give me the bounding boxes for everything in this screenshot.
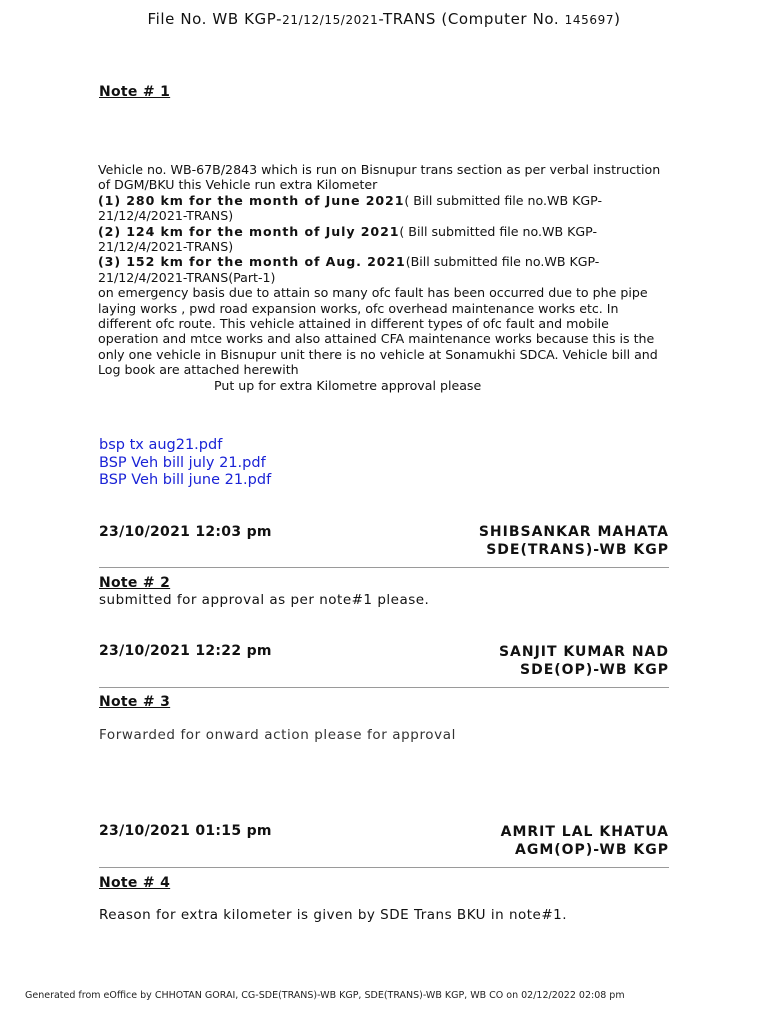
attachment-link[interactable]: BSP Veh bill july 21.pdf (99, 454, 266, 471)
note-2-signature (499, 643, 669, 679)
note-1-item-2-cont: 21/12/4/2021-TRANS) (98, 239, 234, 255)
item-1-bold: (1) 280 km for the month of June 2021 (98, 192, 405, 208)
computer-number: 145697 (564, 13, 615, 27)
note-1-para-line: laying works , pwd road expansion works, ofc overhead maintenance works etc. In (98, 300, 619, 316)
signer-name: SANJIT KUMAR NAD (498, 644, 669, 660)
note-1-item-3 (98, 254, 673, 269)
note-1-signature (479, 523, 669, 559)
note-2-datetime: 23/10/2021 12:22 pm (99, 643, 272, 659)
note-1-line: Vehicle no. WB-67B/2843 which is run on Bisnupur trans section as per verbal instruction (98, 162, 661, 177)
note-1-item-2 (98, 224, 673, 239)
file-close: ) (614, 10, 621, 28)
note-4-text: Reason for extra kilometer is given by SDE Trans BKU in note#1. (99, 907, 568, 923)
note-1-item-1-cont: 21/12/4/2021-TRANS) (98, 208, 234, 224)
signer-designation: SDE(OP)-WB KGP (520, 662, 669, 678)
note-1-body (98, 162, 673, 393)
note-3-text: Forwarded for onward action please for approval (99, 727, 456, 743)
note-1-request: Put up for extra Kilometre approval please (214, 377, 482, 393)
note-3-signature (501, 823, 669, 859)
item-2-bold: (2) 124 km for the month of July 2021 (98, 223, 400, 239)
file-number: 21/12/15/2021 (282, 13, 379, 27)
note-1-para-line: operation and mtce works and also attained CFA maintenance works because this is the (98, 331, 655, 347)
item-1-rest: ( Bill submitted file no.WB KGP- (404, 192, 602, 208)
note-1-item-1 (98, 193, 673, 208)
signer-name: SHIBSANKAR MAHATA (478, 524, 669, 540)
divider (99, 687, 669, 688)
file-prefix: File No. WB KGP- (147, 10, 283, 28)
file-suffix: -TRANS (Computer No. (378, 10, 565, 28)
note-1-para-line: only one vehicle in Bisnupur unit there is no vehicle at Sonamukhi SDCA. Vehicle bill and (98, 346, 658, 362)
signer-name: AMRIT LAL KHATUA (500, 824, 669, 840)
item-3-rest: (Bill submitted file no.WB KGP- (405, 254, 600, 270)
note-2-title: Note # 2 (99, 575, 171, 591)
divider (99, 567, 669, 568)
note-1-para-line: Log book are attached herewith (98, 362, 299, 378)
note-1-item-3-cont: 21/12/4/2021-TRANS(Part-1) (98, 269, 276, 285)
note-1-datetime: 23/10/2021 12:03 pm (99, 524, 272, 540)
file-header (0, 10, 768, 28)
note-3-title: Note # 3 (99, 694, 171, 710)
signer-designation: AGM(OP)-WB KGP (515, 842, 669, 858)
note-4-title: Note # 4 (99, 875, 171, 891)
item-2-rest: ( Bill submitted file no.WB KGP- (399, 223, 597, 239)
note-2-text: submitted for approval as per note#1 please. (99, 592, 430, 608)
signer-designation: SDE(TRANS)-WB KGP (486, 542, 669, 558)
note-1-para-line: on emergency basis due to attain so many ofc fault has been occurred due to phe pipe (98, 285, 648, 301)
note-1-para-line: different ofc route. This vehicle attained in different types of ofc fault and mobile (98, 316, 609, 332)
divider (99, 867, 669, 868)
note-1-line: of DGM/BKU this Vehicle run extra Kilometer (98, 177, 378, 193)
attachments-list (99, 437, 271, 490)
generated-footer: Generated from eOffice by CHHOTAN GORAI, CG-SDE(TRANS)-WB KGP, SDE(TRANS)-WB KGP, WB CO on 02/12/2022 02:08 pm (25, 990, 625, 1001)
note-3-datetime: 23/10/2021 01:15 pm (99, 823, 272, 839)
note-1-title: Note # 1 (99, 84, 171, 100)
attachment-link[interactable]: BSP Veh bill june 21.pdf (99, 472, 272, 488)
attachment-link[interactable]: bsp tx aug21.pdf (99, 437, 223, 453)
item-3-bold: (3) 152 km for the month of Aug. 2021 (98, 254, 406, 270)
